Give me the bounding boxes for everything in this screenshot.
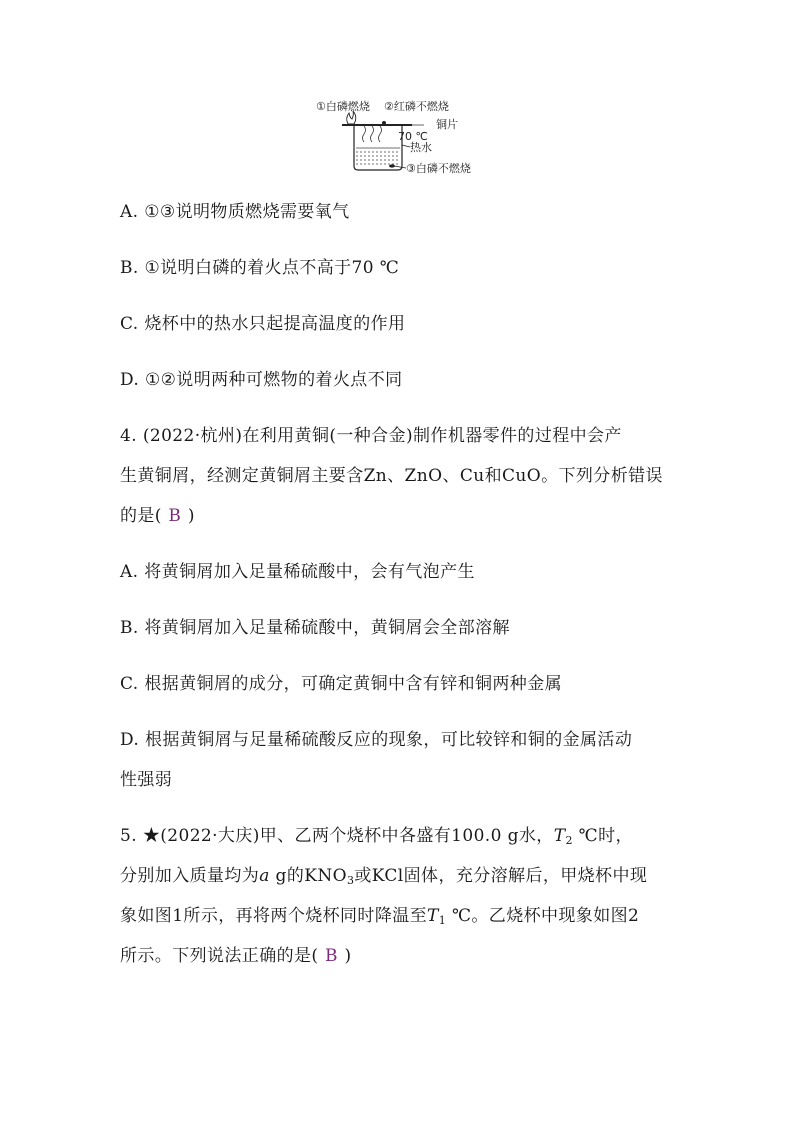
q5-line1-end: ℃时，: [572, 826, 633, 846]
steam-1: [363, 126, 366, 142]
q5-line3-end: ℃。乙烧杯中现象如图2: [446, 906, 640, 926]
q4-option-a: A. 将黄铜屑加入足量稀硫酸中，会有气泡产生: [120, 562, 475, 582]
q5-line4-text: 所示。下列说法正确的是(: [120, 946, 319, 966]
q5-answer: B: [324, 946, 338, 966]
q4-stem-line3: [120, 504, 195, 528]
q3-option-c: C. 烧杯中的热水只起提高温度的作用: [120, 314, 406, 334]
q4-option-c: C. 根据黄铜屑的成分，可确定黄铜中含有锌和铜两种金属: [120, 674, 563, 694]
q5-sub-1: 1: [438, 914, 447, 927]
q4-paren-close: ): [187, 506, 195, 526]
label-white-burn: ①白磷燃烧: [316, 100, 370, 113]
hot-water: [356, 148, 400, 164]
label-white-noburn: ③白磷不燃烧: [406, 162, 471, 175]
q4-option-b: B. 将黄铜屑加入足量稀硫酸中，黄铜屑会全部溶解: [120, 618, 510, 638]
q5-temp-var-t1: T: [427, 906, 439, 926]
q4-answer: B: [168, 506, 182, 526]
q4-option-d-line1: D. 根据黄铜屑与足量稀硫酸反应的现象，可比较锌和铜的金属活动: [120, 730, 633, 750]
q5-line2-text: 分别加入质量均为: [120, 866, 260, 886]
q5-line2-kno: g的KNO: [269, 866, 347, 886]
q4-stem-line2: 生黄铜屑，经测定黄铜屑主要含Zn、ZnO、Cu和CuO。下列分析错误: [120, 466, 663, 486]
q5-stem-line1: [120, 824, 633, 848]
q3-option-a: A. ①③说明物质燃烧需要氧气: [120, 202, 350, 222]
q4-option-d-line2: 性强弱: [120, 770, 173, 790]
q3-option-d: D. ①②说明两种可燃物的着火点不同: [120, 370, 403, 390]
q5-sub-2: 2: [565, 834, 573, 847]
q5-stem-line4: [120, 944, 351, 968]
q3-option-b: B. ①说明白磷的着火点不高于70 ℃: [120, 258, 400, 278]
label-temp: 70 ℃: [398, 130, 428, 143]
q5-line2-end: 或KCl固体，充分溶解后，甲烧杯中现: [354, 866, 648, 886]
q5-temp-var-t2: T: [553, 826, 566, 846]
label-copper: 铜片: [436, 118, 458, 131]
label-red-noburn: ②红磷不燃烧: [384, 100, 449, 113]
q5-line1-text: 5. ★(2022·大庆)甲、乙两个烧杯中各盛有100.0 g水，: [120, 826, 554, 846]
q5-paren-close: ): [344, 946, 352, 966]
steam-3: [379, 126, 382, 142]
steam-2: [371, 126, 374, 142]
q4-stem-line1: 4. (2022·杭州)在利用黄铜(一种合金)制作机器零件的过程中会产: [120, 426, 622, 446]
q5-stem-line2: [120, 864, 647, 888]
q5-stem-line3: [120, 904, 639, 928]
q5-line3-text: 象如图1所示，再将两个烧杯同时降温至: [120, 906, 428, 926]
label-hot-water: 热水: [410, 141, 432, 154]
q5-mass-var-a: a: [259, 866, 270, 886]
beaker-diagram: [312, 98, 482, 178]
q5-sub-3: 3: [346, 874, 355, 887]
combustion-experiment-figure: [312, 98, 482, 178]
q4-paren-open: 的是(: [120, 506, 162, 526]
red-phosphorus: [382, 121, 386, 125]
